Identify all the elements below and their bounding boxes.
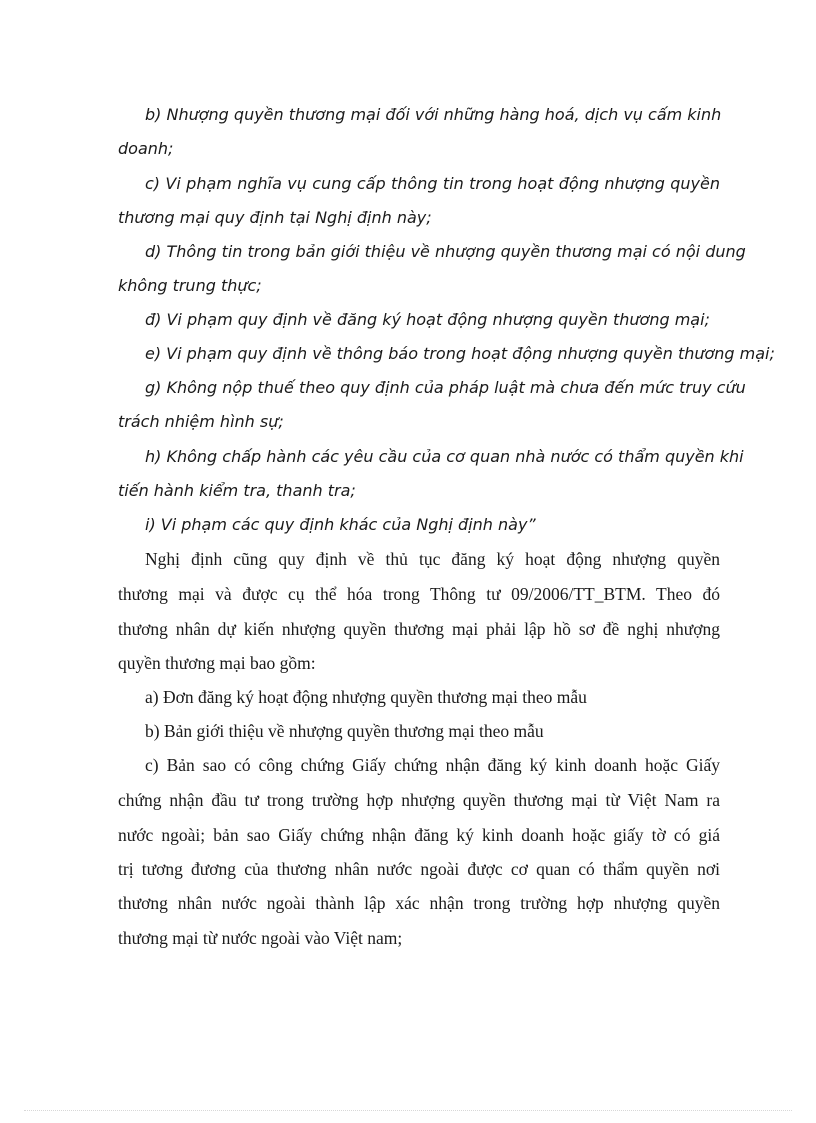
- text-line: nước ngoài; bản sao Giấy chứng nhận đăng ký kinh doanh hoặc giấy tờ có giá: [118, 825, 720, 845]
- text-line: e) Vi phạm quy định về thông báo trong hoạt động nhượng quyền thương mại;: [145, 344, 775, 363]
- text-line: thương mại và được cụ thể hóa trong Thông tư 09/2006/TT_BTM. Theo đó: [118, 584, 720, 604]
- text-line: doanh;: [118, 139, 174, 158]
- text-line: thương mại quy định tại Nghị định này;: [118, 208, 432, 227]
- text-line: i) Vi phạm các quy định khác của Nghị định này”: [145, 515, 536, 534]
- text-line: g) Không nộp thuế theo quy định của pháp luật mà chưa đến mức truy cứu: [145, 378, 746, 397]
- text-line: chứng nhận đầu tư trong trường hợp nhượng quyền thương mại từ Việt Nam ra: [118, 790, 720, 810]
- text-line: trị tương đương của thương nhân nước ngoài được cơ quan có thẩm quyền nơi: [118, 859, 720, 879]
- text-line: đ) Vi phạm quy định về đăng ký hoạt động nhượng quyền thương mại;: [145, 310, 710, 329]
- text-line: c) Vi phạm nghĩa vụ cung cấp thông tin trong hoạt động nhượng quyền: [145, 174, 720, 193]
- text-line: a) Đơn đăng ký hoạt động nhượng quyền thương mại theo mẫu: [145, 687, 587, 707]
- text-line: b) Nhượng quyền thương mại đối với những hàng hoá, dịch vụ cấm kinh: [145, 105, 722, 124]
- text-line: trách nhiệm hình sự;: [118, 412, 284, 431]
- text-line: Nghị định cũng quy định về thủ tục đăng ký hoạt động nhượng quyền: [145, 549, 720, 569]
- text-line: quyền thương mại bao gồm:: [118, 653, 316, 673]
- text-line: h) Không chấp hành các yêu cầu của cơ quan nhà nước có thẩm quyền khi: [145, 447, 744, 466]
- text-line: thương nhân nước ngoài thành lập xác nhận trong trường hợp nhượng quyền: [118, 893, 720, 913]
- text-line: b) Bản giới thiệu về nhượng quyền thương mại theo mẫu: [145, 721, 544, 741]
- page-bottom-divider: [24, 1110, 792, 1111]
- text-line: thương mại từ nước ngoài vào Việt nam;: [118, 928, 403, 948]
- text-line: tiến hành kiểm tra, thanh tra;: [118, 481, 356, 500]
- text-line: thương nhân dự kiến nhượng quyền thương mại phải lập hồ sơ đề nghị nhượng: [118, 619, 720, 639]
- text-line: c) Bản sao có công chứng Giấy chứng nhận đăng ký kinh doanh hoặc Giấy: [145, 755, 720, 775]
- text-line: không trung thực;: [118, 276, 262, 295]
- text-line: d) Thông tin trong bản giới thiệu về nhượng quyền thương mại có nội dung: [145, 242, 746, 261]
